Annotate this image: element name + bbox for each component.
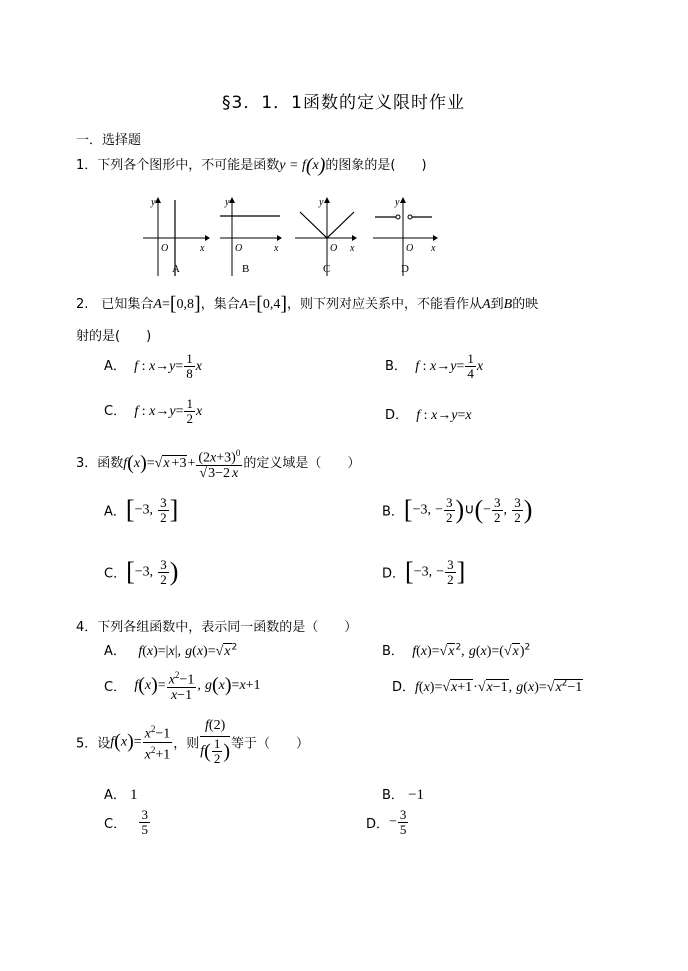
graph-c-y-label: y xyxy=(319,197,324,208)
question-2: 2. 已知集合A=[0,8]，集合A=[0,4]，则下列对应关系中，不能看作从A到B的映 xyxy=(76,293,539,315)
question-5: 5．设f(x)= $\frac{x^2-1}{x^2+1}$ ，则 f(2) f( $\frac{1}{2}$ ) 等于（ ） xyxy=(76,718,310,766)
graph-c-origin: O xyxy=(330,243,338,254)
question-4: 4．下列各组函数中，表示同一函数的是（ ） xyxy=(76,620,358,635)
graph-b-x-label: x xyxy=(274,243,279,254)
graph-a xyxy=(143,197,210,276)
q4-option-b[interactable]: B． $f(x)=√x^2$, $g(x)=(√x)^2$ xyxy=(382,642,531,659)
q1-graphs xyxy=(130,188,460,283)
graph-a-y-label: y xyxy=(151,197,156,208)
q2-option-d[interactable]: D． f : x→y=x xyxy=(385,408,472,423)
q3-option-c[interactable]: C．[−3, $\frac{3}{2}$ ) xyxy=(104,556,179,587)
q2-text-e: 的映 xyxy=(512,297,539,312)
q2-set2: A xyxy=(239,297,249,312)
graph-b-y-label: y xyxy=(225,197,230,208)
q2-option-b[interactable]: B． f : x→y= $\frac{1}{4}$ x xyxy=(385,351,484,381)
q5-expression: f(2) f( $\frac{1}{2}$ ) xyxy=(200,718,231,766)
q5-prefix: 5．设 xyxy=(76,736,111,752)
graph-c-label: C xyxy=(323,263,331,275)
graph-d-label: D xyxy=(401,263,409,275)
q3-option-d[interactable]: D．[−3, − $\frac{3}{2}$ ] xyxy=(382,556,466,587)
q5-suffix: 等于（ ） xyxy=(231,736,310,752)
q3-prefix: 3．函数 xyxy=(76,456,124,472)
q2-text-c: ，则下列对应关系中，不能看作从 xyxy=(287,297,483,312)
graph-a-x-label: x xyxy=(200,243,205,254)
q3-suffix: 的定义域是（ ） xyxy=(243,456,361,472)
q3-option-a[interactable]: A．[−3, $\frac{3}{2}$ ] xyxy=(104,494,179,525)
graph-d xyxy=(373,197,438,276)
q2-var-b: B xyxy=(503,297,513,312)
q5-option-d[interactable]: D．− $\frac{3}{5}$ xyxy=(366,807,407,837)
graph-a-origin: O xyxy=(161,243,169,254)
q2-line2: 射的是( ) xyxy=(76,329,152,344)
q2-option-a[interactable]: A． f : x→y= $\frac{1}{8}$ x xyxy=(104,351,203,381)
graph-d-x-label: x xyxy=(431,243,436,254)
graph-a-label: A xyxy=(172,263,180,275)
q1-prefix: 1．下列各个图形中，不可能是函数 xyxy=(76,158,280,173)
q1-formula: y = f(x) xyxy=(279,154,326,177)
q4-option-d[interactable]: D．f(x)=√x+1·√x−1, $g(x)=√x^2-1$ xyxy=(392,678,583,695)
question-3: 3．函数f(x)=√x +3+ $\frac{(2x+3)^0}{√3-2 x}$ 的定义域是（ ） xyxy=(76,448,361,482)
q1-suffix: 的图象的是( ) xyxy=(325,158,427,173)
q2-set1: A xyxy=(153,297,162,312)
graph-b-label: B xyxy=(242,263,250,275)
q2-option-c[interactable]: C． f : x→y= $\frac{1}{2}$ x xyxy=(104,396,203,426)
graph-c xyxy=(295,197,357,276)
q2-text-d: 到 xyxy=(490,297,504,312)
graph-c-x-label: x xyxy=(350,243,355,254)
question-1 xyxy=(76,154,427,177)
q4-option-a[interactable]: A． f(x)=|x|, $g(x)=√x^2$ xyxy=(104,642,238,659)
graph-b-origin: O xyxy=(235,243,243,254)
q5-option-c[interactable]: C． $\frac{3}{5}$ xyxy=(104,807,148,837)
q3-option-b[interactable]: B．[−3, − $\frac{3}{2}$ )∪(− $\frac{3}{2}$ , $\frac{3}{2}$ ) xyxy=(382,494,533,525)
q5-mid: ，则 xyxy=(173,736,200,752)
page-title: §3．1．1函数的定义限时作业 xyxy=(222,93,465,113)
q2-text-b: ，集合 xyxy=(200,297,240,312)
section-heading: 一．选择题 xyxy=(76,133,142,148)
q5-option-a[interactable]: A． 1 xyxy=(104,787,138,803)
q2-var-a: A xyxy=(482,297,491,312)
graph-d-origin: O xyxy=(406,243,414,254)
graph-b xyxy=(220,197,282,276)
q5-option-b[interactable]: B． −1 xyxy=(382,787,425,803)
graph-d-y-label: y xyxy=(395,197,400,208)
q2-text-a: 2. 已知集合 xyxy=(76,297,154,312)
q4-option-c[interactable]: C． f(x)= $\frac{x^2-1}{x-1}$ , g(x)=x+1 xyxy=(104,670,261,704)
